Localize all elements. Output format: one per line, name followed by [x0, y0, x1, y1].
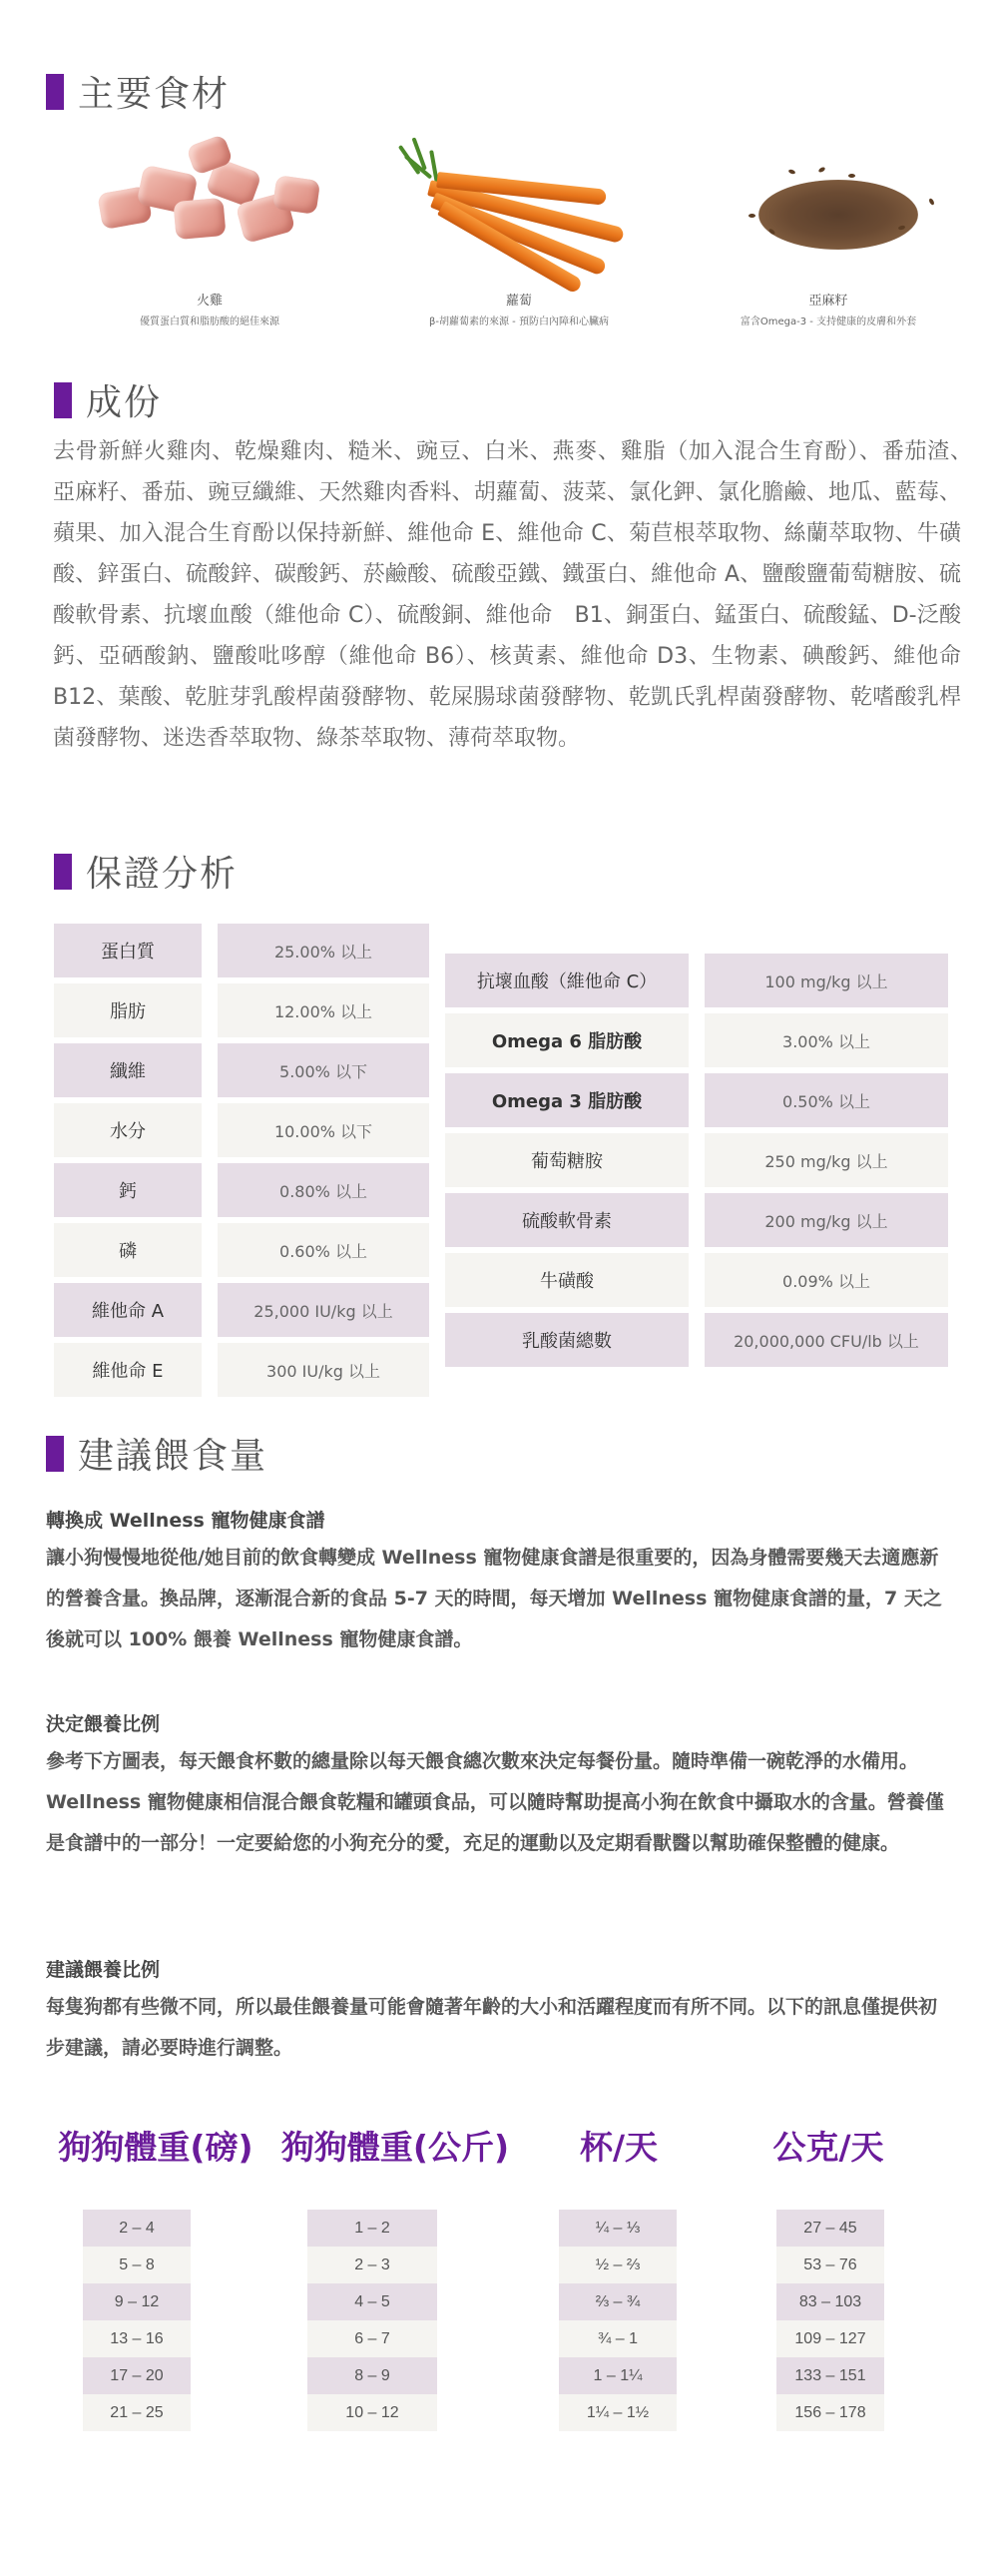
analysis-right-labels: [445, 954, 689, 1367]
transition-title: 轉換成 Wellness 寵物健康食譜: [46, 1510, 325, 1532]
analysis-label: 鈣: [54, 1163, 202, 1217]
ingredient-description: β-胡蘿蔔素的來源 - 預防白內障和心臟病: [429, 317, 609, 327]
analysis-value: 12.00% 以上: [218, 983, 429, 1037]
weight-kg-cell: 6 – 7: [307, 2320, 437, 2357]
analysis-value: 0.60% 以上: [218, 1223, 429, 1277]
analysis-value: 5.00% 以下: [218, 1043, 429, 1097]
grams-cell: 53 – 76: [776, 2247, 884, 2283]
analysis-value: 300 IU/kg 以上: [218, 1343, 429, 1397]
header-weight-kg: 狗狗體重(公斤): [280, 2128, 510, 2167]
analysis-left-values: [218, 924, 429, 1397]
flaxseed-image: [699, 130, 958, 280]
grams-column: [776, 2210, 884, 2431]
analysis-label: 乳酸菌總數: [445, 1313, 689, 1367]
carrot-image: [389, 130, 649, 280]
ingredient-description: 優質蛋白質和脂肪酸的絕佳來源: [140, 317, 279, 327]
heading-accent-bar: [46, 1436, 64, 1472]
analysis-value: 250 mg/kg 以上: [705, 1133, 948, 1187]
cups-cell: ¼ – ⅓: [559, 2210, 677, 2247]
ingredient-description: 富含Omega-3 - 支持健康的皮膚和外套: [740, 317, 917, 327]
cups-column: [559, 2210, 677, 2431]
ratio-title: 決定餵養比例: [46, 1713, 161, 1735]
analysis-label: 磷: [54, 1223, 202, 1277]
analysis-label: Omega 6 脂肪酸: [445, 1013, 689, 1067]
ingredients-list-text: 去骨新鮮火雞肉、乾燥雞肉、糙米、豌豆、白米、燕麥、雞脂（加入混合生育酚）、番茄渣、 亞麻籽、番茄、豌豆纖維、天然雞肉香料、胡蘿蔔、菠菜、氯化鉀、氯化膽鹼、地瓜、藍莓、蘋果、加入混合生育酚以保持新鮮、維他命 E、維他命 C、菊苣根萃取物、絲蘭萃取物、牛磺酸、鋅蛋白、硫酸鋅、碳酸鈣、菸鹼酸、硫酸亞鐵、鐵蛋白、維他命 A、鹽酸鹽葡萄糖胺、硫酸軟骨素、抗壞血酸（維他命 C）、硫酸銅、維他命 B1、銅蛋白、錳蛋白、硫酸錳、D-泛酸鈣、亞硒酸鈉、鹽酸吡哆醇（維他命 B6）、核黃素、維他命 D3、生物素、碘酸鈣、維他命 B12、葉酸、乾脏芽乳酸桿菌發酵物、乾屎腸球菌發酵物、乾凱氏乳桿菌發酵物、乾嗜酸乳桿菌發酵物、迷迭香萃取物、綠茶萃取物、薄荷萃取物。: [53, 439, 984, 751]
cups-cell: ¾ – 1: [559, 2320, 677, 2357]
analysis-value: 10.00% 以下: [218, 1103, 429, 1157]
feeding-guide-heading: [46, 1428, 267, 1479]
header-cups-per-day: 杯/天: [579, 2128, 659, 2167]
ingredient-name: 亞麻籽: [808, 294, 848, 309]
cups-cell: 1 – 1¼: [559, 2357, 677, 2394]
analysis-value: 25.00% 以上: [218, 924, 429, 977]
grams-cell: 133 – 151: [776, 2357, 884, 2394]
ingredient-flaxseed: [679, 130, 978, 327]
heading-accent-bar: [46, 74, 64, 110]
ratio-body: 參考下方圖表，每天餵食杯數的總量除以每天餵食總次數來決定每餐份量。隨時準備一碗乾淨的水備用。Wellness 寵物健康相信混合餵食乾糧和罐頭食品，可以隨時幫助提高小狗在飲食中攝取水的含量。營養僅是食譜中的一部分！一定要給您的小狗充分的愛，充足的運動以及定期看獸醫以幫助確保整體的健康。: [46, 1750, 944, 1854]
ingredients-heading: [54, 374, 162, 425]
analysis-value: 25,000 IU/kg 以上: [218, 1283, 429, 1337]
weight-lb-cell: 21 – 25: [83, 2394, 191, 2431]
guaranteed-analysis-heading: [54, 846, 238, 897]
cups-cell: 1¼ – 1½: [559, 2394, 677, 2431]
analysis-label: 維他命 E: [54, 1343, 202, 1397]
heading-accent-bar: [54, 854, 72, 890]
analysis-value: 3.00% 以上: [705, 1013, 948, 1067]
suggest-body: 每隻狗都有些微不同，所以最佳餵養量可能會隨著年齡的大小和活躍程度而有所不同。以下的訊息僅提供初步建議，請必要時進行調整。: [46, 1996, 938, 2059]
grams-cell: 27 – 45: [776, 2210, 884, 2247]
analysis-value: 200 mg/kg 以上: [705, 1193, 948, 1247]
analysis-label: 硫酸軟骨素: [445, 1193, 689, 1247]
turkey-image: [80, 130, 339, 280]
analysis-value: 100 mg/kg 以上: [705, 954, 948, 1007]
heading-text: 主要食材: [78, 74, 231, 115]
grams-cell: 156 – 178: [776, 2394, 884, 2431]
analysis-left-labels: [54, 924, 202, 1397]
transition-body: 讓小狗慢慢地從他/她目前的飲食轉變成 Wellness 寵物健康食譜是很重要的，因為身體需要幾天去適應新的營養含量。換品牌，逐漸混合新的食品 5-7 天的時間，每天增加 Wellness 寵物健康食譜的量，7 天之後就可以 100% 餵養 Wellness 寵物健康食譜。: [46, 1547, 942, 1650]
analysis-label: 葡萄糖胺: [445, 1133, 689, 1187]
heading-text: 保證分析: [86, 854, 239, 895]
weight-lb-cell: 17 – 20: [83, 2357, 191, 2394]
weight-kg-column: [307, 2210, 437, 2431]
ingredient-carrot: [369, 130, 669, 327]
analysis-value: 20,000,000 CFU/lb 以上: [705, 1313, 948, 1367]
weight-kg-cell: 8 – 9: [307, 2357, 437, 2394]
analysis-label: 維他命 A: [54, 1283, 202, 1337]
grams-cell: 109 – 127: [776, 2320, 884, 2357]
analysis-label: 蛋白質: [54, 924, 202, 977]
main-ingredients-heading: [46, 66, 230, 117]
analysis-label: 牛磺酸: [445, 1253, 689, 1307]
weight-kg-cell: 1 – 2: [307, 2210, 437, 2247]
cups-cell: ½ – ⅔: [559, 2247, 677, 2283]
header-grams-per-day: 公克/天: [772, 2128, 884, 2167]
weight-lb-column: [83, 2210, 191, 2431]
weight-lb-cell: 9 – 12: [83, 2283, 191, 2320]
grams-cell: 83 – 103: [776, 2283, 884, 2320]
analysis-label: 纖維: [54, 1043, 202, 1097]
weight-kg-cell: 4 – 5: [307, 2283, 437, 2320]
analysis-label: 抗壞血酸（維他命 C）: [445, 954, 689, 1007]
ingredient-name: 火雞: [196, 294, 223, 309]
analysis-value: 0.80% 以上: [218, 1163, 429, 1217]
cups-cell: ⅔ – ¾: [559, 2283, 677, 2320]
analysis-value: 0.09% 以上: [705, 1253, 948, 1307]
heading-accent-bar: [54, 382, 72, 418]
weight-kg-cell: 2 – 3: [307, 2247, 437, 2283]
weight-lb-cell: 2 – 4: [83, 2210, 191, 2247]
heading-text: 建議餵食量: [78, 1436, 268, 1477]
heading-text: 成份: [86, 382, 163, 423]
analysis-right-values: [705, 954, 948, 1367]
analysis-label: 脂肪: [54, 983, 202, 1037]
ingredient-turkey: [60, 130, 359, 327]
analysis-label: Omega 3 脂肪酸: [445, 1073, 689, 1127]
analysis-value: 0.50% 以上: [705, 1073, 948, 1127]
weight-lb-cell: 13 – 16: [83, 2320, 191, 2357]
weight-lb-cell: 5 – 8: [83, 2247, 191, 2283]
header-weight-lb: 狗狗體重(磅): [58, 2128, 253, 2167]
ingredient-name: 蘿蔔: [505, 294, 532, 309]
analysis-label: 水分: [54, 1103, 202, 1157]
suggest-title: 建議餵養比例: [46, 1959, 161, 1981]
weight-kg-cell: 10 – 12: [307, 2394, 437, 2431]
